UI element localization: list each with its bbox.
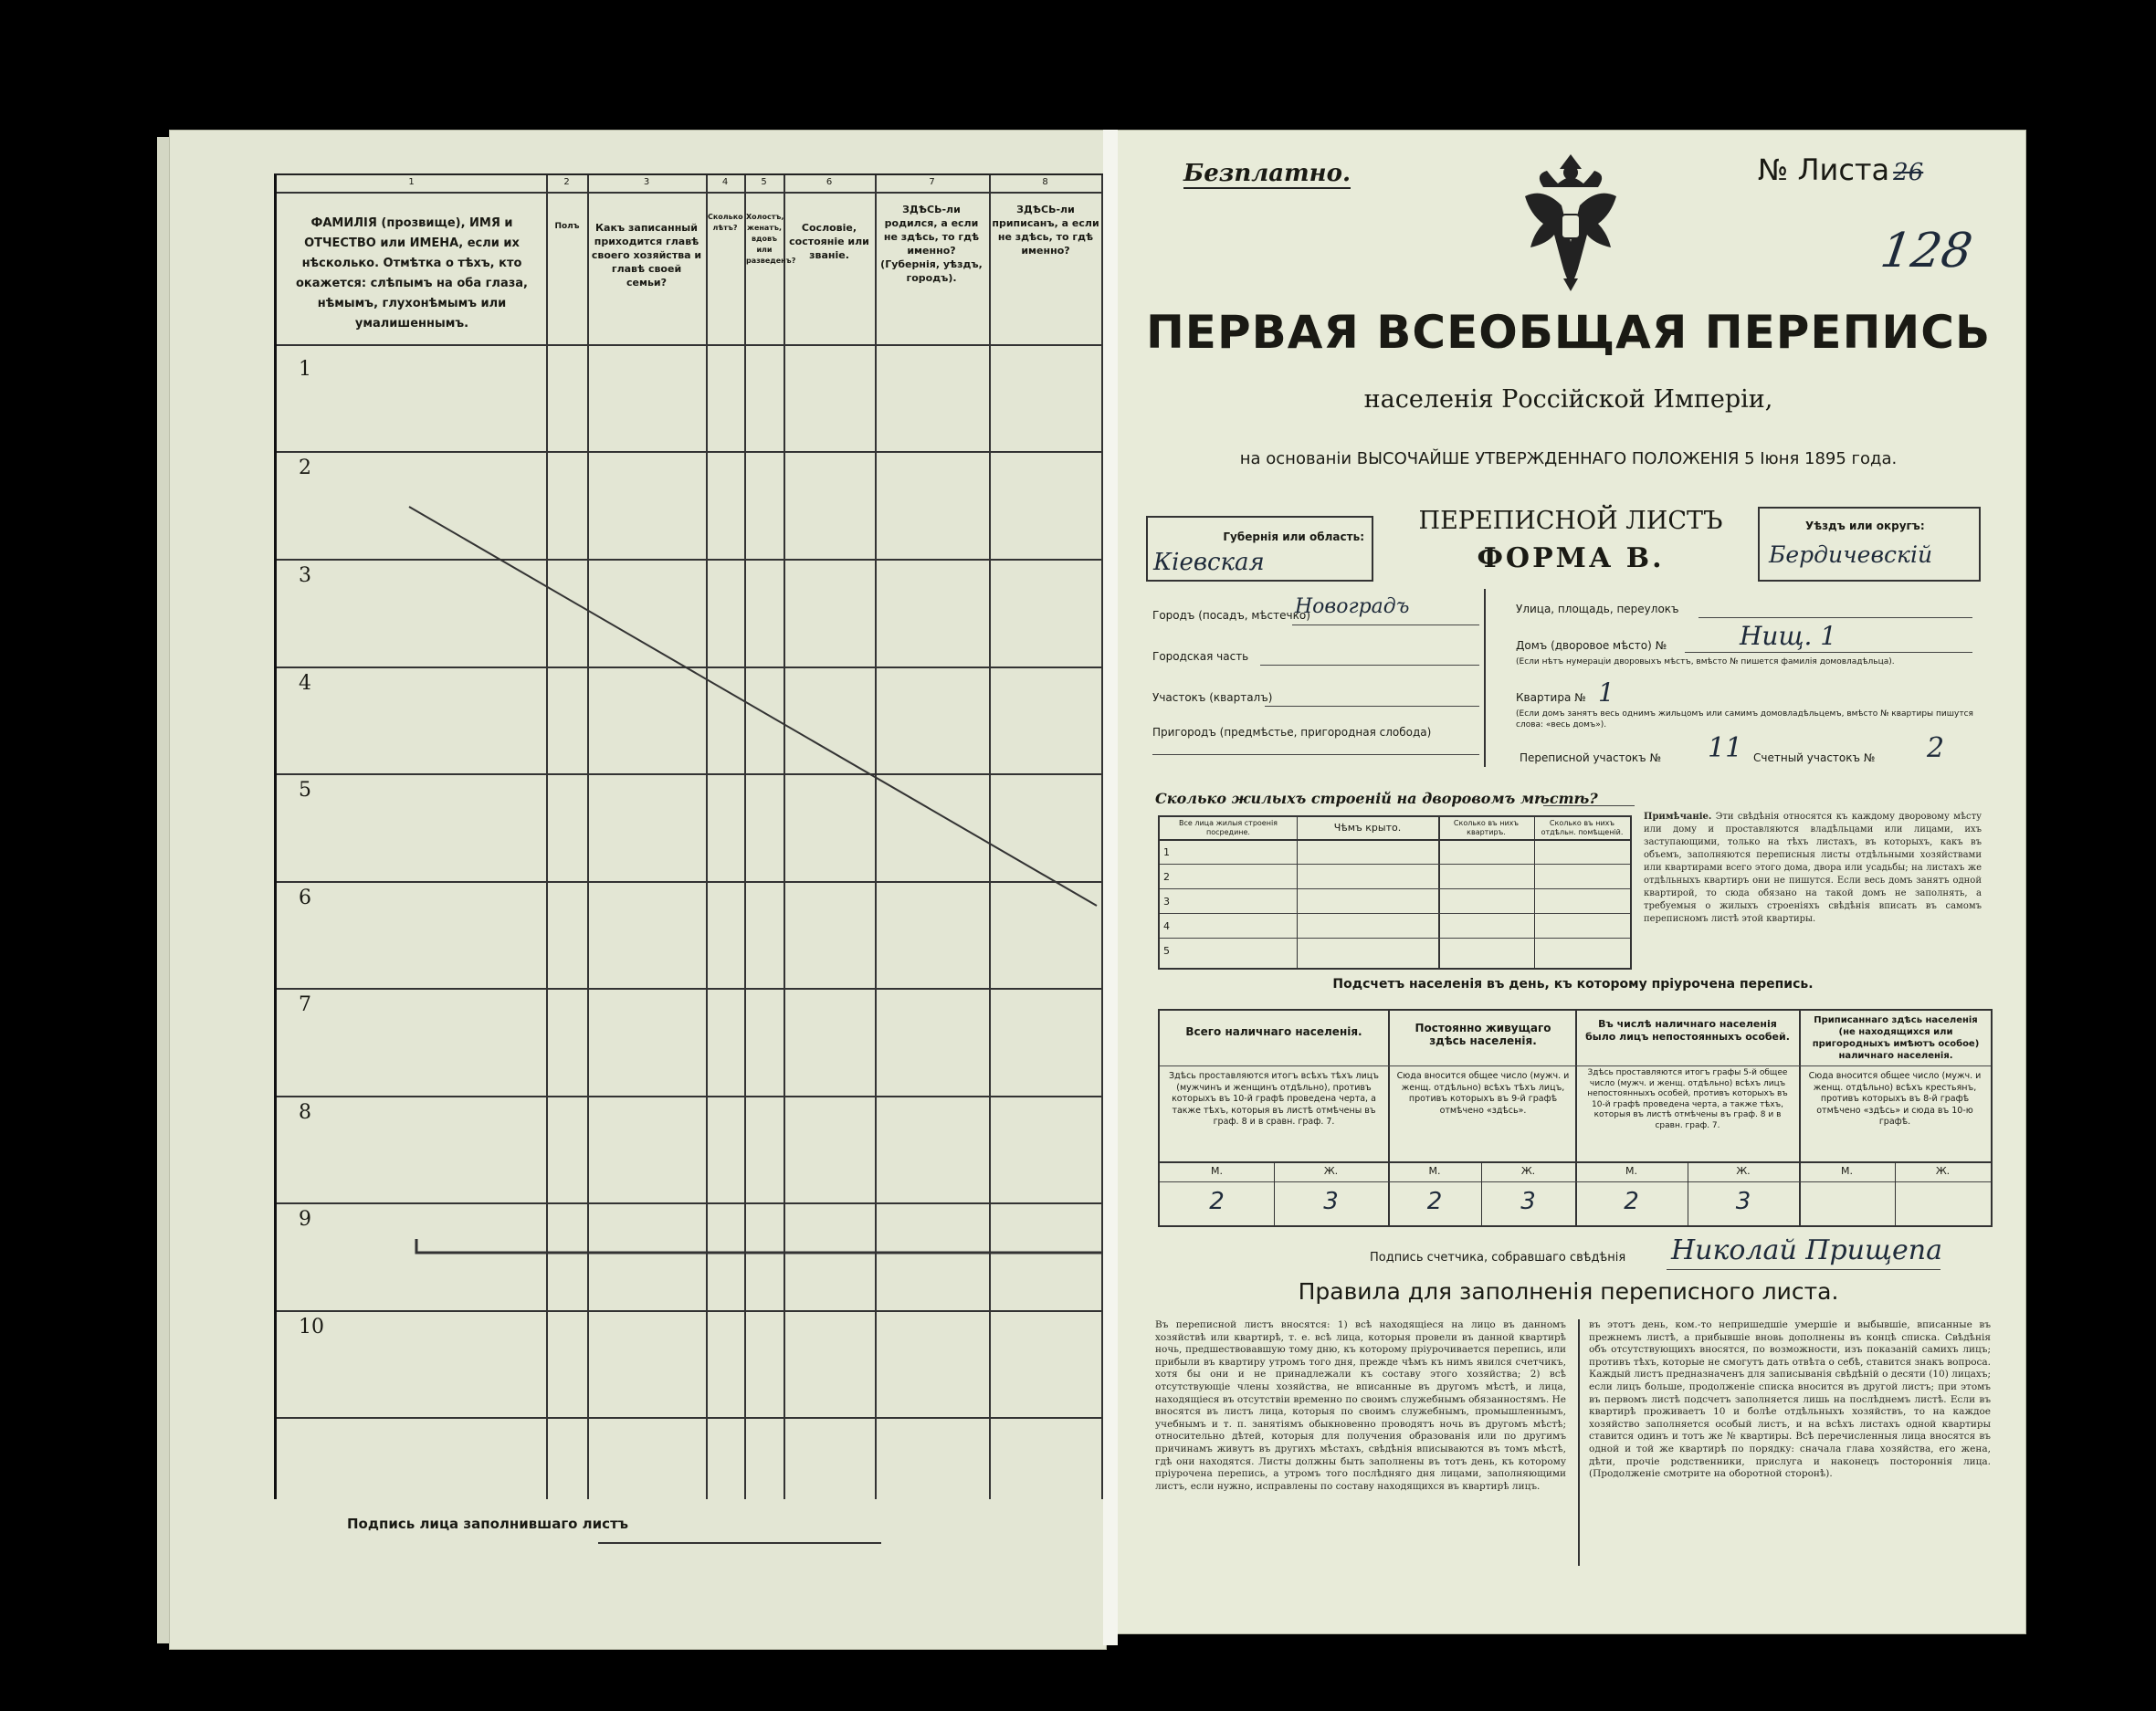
uezd-value: Бердичевскій	[1769, 541, 1933, 568]
sheet-number	[1758, 152, 1923, 187]
field-apartment-note: (Если домъ занятъ весь однимъ жильцомъ или самимъ домовладѣльцемъ, вмѣсто № квартиры пишутся слова: «весь домъ»).	[1516, 709, 1973, 730]
filler-signature-line	[598, 1542, 881, 1544]
row-number: 8	[299, 1101, 311, 1124]
buildings-header: Все лица жилыя строенія посредине.	[1179, 819, 1278, 836]
form-name: ФОРМА В.	[1477, 542, 1665, 574]
header-estate: Сословіе, состояніе или званіе.	[789, 222, 869, 261]
field-district-label: Городская часть	[1152, 650, 1249, 663]
field-quarter-label: Участокъ (кварталъ)	[1152, 691, 1273, 704]
page-number-handwritten: 128	[1877, 224, 1976, 278]
counting-district-value: 2	[1927, 732, 1945, 764]
field-house-value: Нищ. 1	[1740, 621, 1837, 651]
census-district-label: Переписной участокъ №	[1520, 751, 1661, 764]
population-header: Всего наличнаго населенія.	[1185, 1025, 1362, 1038]
population-value: 2	[1624, 1188, 1639, 1215]
col-number: 3	[643, 177, 650, 187]
sex-label: Ж.	[1736, 1165, 1751, 1177]
population-table	[1158, 1009, 1993, 1227]
buildings-row: 2	[1163, 871, 1170, 883]
col-number: 4	[721, 177, 729, 187]
row-number: 10	[299, 1316, 324, 1338]
field-line	[1260, 665, 1479, 666]
population-header: Въ числѣ наличнаго населенія было лицъ непостоянныхъ особей.	[1585, 1018, 1790, 1043]
population-value: 2	[1426, 1188, 1443, 1215]
field-line	[1543, 805, 1635, 806]
note-text: Эти свѣдѣнія относятся къ каждому дворовому мѣсту или дому и проставляются владѣльцами или лицами, ихъ заступающими, только на тѣхъ листахъ, въ которыхъ, какъ въ объемъ, заполняются переписныя листы отдѣльными хозяйствами или квартирами всего этого дома, двора или усадьбы; на листахъ же отдѣльныхъ квартиръ они не пишутся. Если весь домъ занятъ одной квартирой, то сюда обязано на такой домъ не заполнять, а требуемыя о жилыхъ строеніяхъ свѣдѣнія вписать въ самомъ переписномъ листѣ этой квартиры.	[1644, 812, 1982, 924]
buildings-header: Чѣмъ крыто.	[1333, 822, 1402, 834]
field-apartment-label: Квартира №	[1516, 691, 1586, 704]
guberniya-box	[1146, 516, 1373, 582]
rules-column-1: Въ переписной листъ вносятся: 1) всѣ находящіеся на лицо въ данномъ хозяйствѣ или квартирѣ, т. е. всѣ лица, которыя провели въ данной квартирѣ ночь, предшествовавшую тому дню, къ которому пріурочивается перепись, или прибыли въ квартиру утромъ того дня, прежде чѣмъ къ нимъ явился счетчикъ, хотя бы они и не принадлежали къ составу этого хозяйства; 2) всѣ отсутствующіе члены хозяйства, не вписанные въ другомъ мѣстѣ, и лица, находящіеся въ отсутствіи временно по своимъ служебнымъ обязанностямъ. Не вносятся въ листъ лица, которыя по своимъ служебнымъ, промышленнымъ, учебнымъ и т. п. занятіямъ обыкновенно проводятъ ночь въ другомъ мѣстѣ; относительно дѣтей, которыя для получения образованія или по другимъ причинамъ живутъ въ другихъ мѣстахъ, свѣдѣнія вписываются въ томъ мѣстѣ, гдѣ они находятся. Листы должны быть заполнены въ тотъ день, къ которому пріурочена перепись, а утромъ того послѣдняго дня лицами, заполняющими листъ, если нужно, исправлены по составу находящихся въ квартирѣ лицъ.	[1155, 1319, 1566, 1492]
row-number: 3	[299, 564, 311, 587]
buildings-row: 3	[1163, 896, 1170, 908]
free-of-charge-label: Безплатно.	[1183, 160, 1351, 187]
population-value: 3	[1735, 1188, 1751, 1215]
legal-basis: на основаніи ВЫСОЧАЙШЕ УТВЕРЖДЕННАГО ПОЛОЖЕНІЯ 5 Іюня 1895 года.	[1239, 449, 1898, 468]
row-number: 5	[299, 779, 311, 802]
population-header: Приписаннаго здѣсь населенія (не находящихся или пригородныхъ имѣютъ особое) наличнаго населенія.	[1812, 1015, 1980, 1061]
row-number: 2	[299, 457, 311, 479]
header-registered: ЗДѢСЬ-ли приписанъ, а если не здѣсь, то гдѣ именно?	[992, 204, 1099, 257]
col-number: 5	[761, 177, 767, 187]
row-number: 6	[299, 887, 311, 909]
col-number: 7	[929, 177, 935, 187]
row-number: 4	[299, 672, 311, 695]
buildings-row: 1	[1163, 846, 1170, 858]
guberniya-value: Кіевская	[1153, 549, 1265, 576]
document-title: ПЕРВАЯ ВСЕОБЩАЯ ПЕРЕПИСЬ	[1145, 306, 1992, 359]
col-number: 8	[1042, 177, 1048, 187]
buildings-header: Сколько въ нихъ квартиръ.	[1453, 819, 1520, 836]
col-number: 2	[563, 177, 570, 187]
census-table	[274, 173, 1103, 1499]
field-suburb-label: Пригородъ (предмѣстье, пригородная слобода)	[1152, 726, 1432, 739]
buildings-row: 4	[1163, 920, 1170, 932]
uezd-box	[1758, 507, 1981, 582]
population-value: 3	[1520, 1188, 1536, 1215]
col-number: 1	[408, 177, 415, 187]
field-city-label: Городъ (посадъ, мѣстечко)	[1152, 609, 1310, 622]
field-line	[1152, 754, 1479, 755]
form-title: ПЕРЕПИСНОЙ ЛИСТЪ	[1418, 507, 1723, 535]
col-number: 6	[826, 177, 833, 187]
buildings-table	[1158, 815, 1632, 970]
population-value: 2	[1209, 1188, 1225, 1215]
book-spine	[1103, 130, 1118, 1645]
field-line	[1685, 652, 1972, 653]
pen-strike-marks	[277, 175, 1103, 1499]
buildings-question: Сколько жилыхъ строеній на дворовомъ мѣстѣ?	[1155, 790, 1598, 807]
header-marital: Холостъ, женатъ, вдовъ или разведенъ?	[746, 213, 796, 265]
buildings-header: Сколько въ нихъ отдѣльн. помѣщеній.	[1541, 819, 1624, 836]
sex-label: Ж.	[1935, 1165, 1951, 1177]
signature-line	[1667, 1269, 1940, 1270]
field-house-label: Домъ (дворовое мѣсто) №	[1516, 639, 1667, 652]
header-age: Сколько лѣтъ?	[708, 213, 743, 232]
field-street-label: Улица, площадь, переулокъ	[1516, 603, 1679, 615]
buildings-row: 5	[1163, 945, 1170, 957]
header-name: ФАМИЛІЯ (прозвище), ИМЯ и ОТЧЕСТВО или ИМЕНА, если их нѣсколько. Отмѣтка о тѣхъ, кто окажется: слѣпымъ на оба глаза, нѣмымъ, глухонѣмымъ или умалишеннымъ.	[296, 216, 528, 331]
field-line	[1699, 617, 1972, 618]
uezd-label: Уѣздъ или округъ:	[1805, 520, 1925, 532]
sheet-number-value: 26	[1893, 159, 1924, 186]
field-house-note: (Если нѣтъ нумераціи дворовыхъ мѣстъ, вмѣсто № пишется фамилія домовладѣльца).	[1516, 657, 1895, 667]
header-birthplace: ЗДѢСЬ-ли родился, а если не здѣсь, то гдѣ именно? (Губернія, уѣздъ, городъ).	[880, 204, 983, 284]
population-note: Сюда вносится общее число (мужч. и женщ. отдѣльно) всѣхъ крестьянъ, противъ которыхъ въ 8-й графѣ отмѣчено «здѣсь» и сюда въ 10-ю графѣ.	[1808, 1071, 1982, 1127]
header-sex: Полъ	[554, 222, 580, 231]
sex-label: М.	[1211, 1165, 1223, 1177]
field-line	[1265, 706, 1479, 707]
row-number: 9	[299, 1208, 311, 1231]
population-note: Сюда вносится общее число (мужч. и женщ. отдѣльно) всѣхъ тѣхъ лицъ, противъ которыхъ въ 9-й графѣ отмѣчено «здѣсь».	[1396, 1071, 1570, 1116]
rules-divider	[1578, 1319, 1580, 1566]
counter-signature-label: Подпись счетчика, собравшаго свѣдѣнія	[1370, 1251, 1626, 1265]
rules-column-2: въ этотъ день, ком.-то непришедшіе умершіе и выбывшіе, вписанные въ прежнемъ листѣ, а прибывшіе вновь дополнены въ концѣ списка. Свѣдѣнія объ отсутствующихъ вносятся, по возможности, изъ показаній самихъ лицъ; противъ тѣхъ, которые не смогутъ дать отвѣта о себѣ, ставится знакъ вопроса. Каждый листъ предназначенъ для записыванія свѣдѣній о десяти (10) лицахъ; если лицъ больше, продолженіе списка вносится въ другой листъ; при этомъ въ первомъ листѣ подсчетъ заполняется лишь на послѣднемъ листѣ. Если въ квартирѣ проживаетъ 10 и болѣе отдѣльныхъ хозяйствъ, то на каждое хозяйство заполняется особый листъ, и на всѣхъ листахъ одной квартиры ставится одинъ и тотъ же № квартиры. Всѣ перечисленныя лица вносятся въ одной и той же квартирѣ по порядку: сначала глава хозяйства, его жена, дѣти, прочіе родственники, прислуга и наконецъ постороннія лица. (Продолженіе смотрите на оборотной сторонѣ).	[1589, 1319, 1991, 1480]
counting-district-label: Счетный участокъ №	[1753, 751, 1876, 764]
population-value: 3	[1323, 1188, 1339, 1215]
sex-label: М.	[1428, 1165, 1441, 1177]
population-note: Здѣсь проставляются итогъ графы 5-й общее число (мужч. и женщ. отдѣльно) всѣхъ лицъ непостоянныхъ особей, противъ которыхъ въ 10-й графѣ проведена черта, а также тѣхъ, которыя въ листѣ отмѣчены въ граф. 8 и в сравн. граф. 7.	[1587, 1068, 1788, 1130]
buildings-note	[1644, 811, 1982, 975]
sheet-number-label: № Листа	[1758, 152, 1890, 187]
rules-title: Правила для заполненія переписного листа.	[1298, 1278, 1839, 1305]
census-district-value: 11	[1708, 732, 1743, 764]
note-label: Примѣчаніе.	[1644, 812, 1712, 822]
population-header: Постоянно живущаго здѣсь населенія.	[1415, 1022, 1551, 1047]
sex-label: М.	[1841, 1165, 1853, 1177]
population-note: Здѣсь проставляются итогъ всѣхъ тѣхъ лицъ (мужчинъ и женщинъ отдѣльно), противъ которыхъ въ 10-й графѣ проведена черта, а также тѣхъ, которыя въ листѣ отмѣчены въ граф. 8 и в сравн. граф. 7.	[1169, 1071, 1379, 1127]
counter-signature-value: Николай Прищепа	[1671, 1234, 1942, 1266]
sex-label: Ж.	[1520, 1165, 1536, 1177]
double-headed-eagle-emblem	[1516, 151, 1625, 297]
sex-label: М.	[1625, 1165, 1637, 1177]
document-subtitle: населенія Россійской Имперіи,	[1363, 385, 1773, 414]
row-number: 7	[299, 993, 311, 1016]
filler-signature-label: Подпись лица заполнившаго листъ	[347, 1516, 629, 1532]
guberniya-label: Губернія или область:	[1223, 530, 1364, 543]
header-relation: Какъ записанный приходится главѣ своего хозяйства и главѣ своей семьи?	[591, 222, 702, 289]
field-apartment-value: 1	[1598, 677, 1614, 708]
row-number: 1	[299, 358, 311, 381]
population-title: Подсчетъ населенія въ день, къ которому пріурочена перепись.	[1332, 977, 1814, 992]
field-city-value: Новоградъ	[1295, 595, 1410, 618]
sex-label: Ж.	[1323, 1165, 1339, 1177]
